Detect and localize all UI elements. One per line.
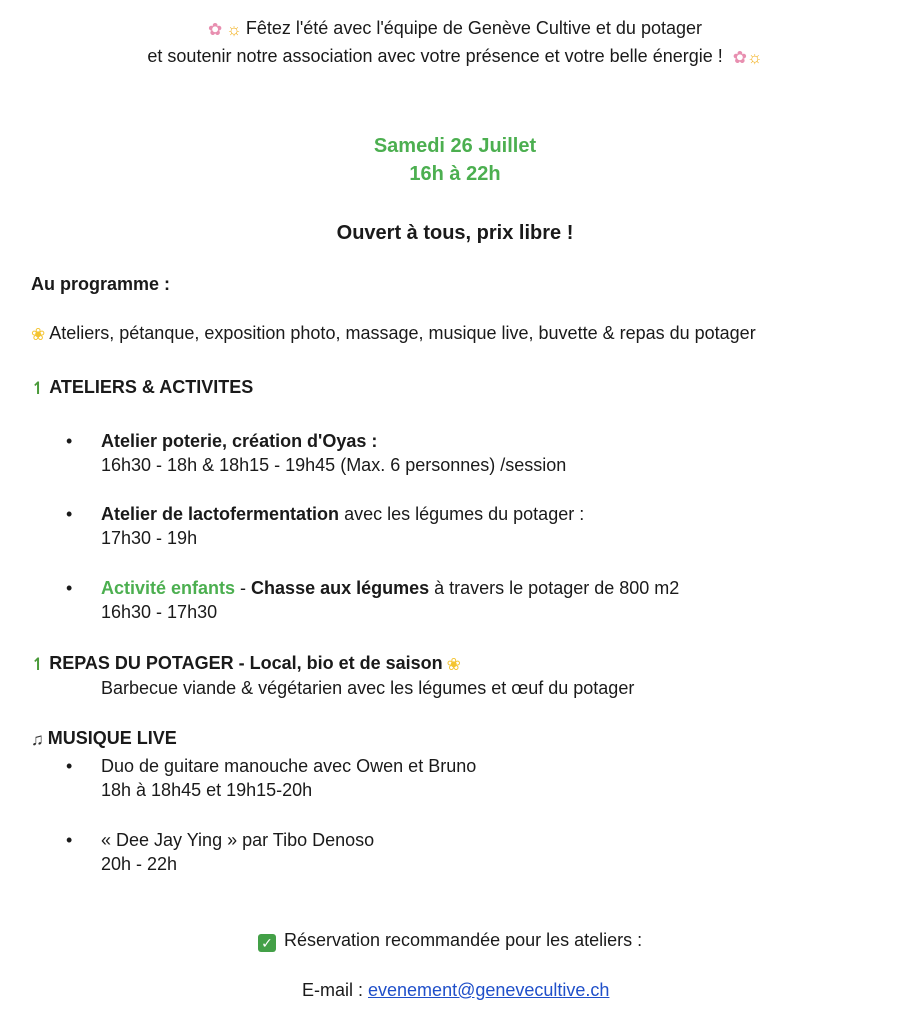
bullet: • <box>66 504 73 524</box>
programme-summary: ❀ Ateliers, pétanque, exposition photo, massage, musique live, buvette & repas du potager <box>31 323 756 344</box>
music-notes-icon: ♫ <box>31 730 44 749</box>
email-link[interactable]: evenement@genevecultive.ch <box>368 980 610 1000</box>
musique-item-dj: « Dee Jay Ying » par Tibo Denoso <box>101 830 375 850</box>
cherry-blossom-icon: ✿ <box>732 48 747 67</box>
open-to-all: Ouvert à tous, prix libre ! <box>336 222 574 244</box>
intro-line-2: et soutenir notre association avec votre présence et votre belle énergie ! ✿☼ <box>147 46 763 67</box>
event-date: Samedi 26 Juillet <box>373 135 537 157</box>
seedling-icon: ↿ <box>31 379 46 398</box>
blossom-icon: ❀ <box>31 325 46 344</box>
bullet: • <box>66 756 73 776</box>
check-mark-icon: ✓ <box>258 934 276 952</box>
reservation-note: ✓ Réservation recommandée pour les ateliers : <box>258 929 642 952</box>
repas-detail: Barbecue viande & végétarien avec les légumes et œuf du potager <box>101 678 635 698</box>
musique-heading: ♫ MUSIQUE LIVE <box>31 728 177 749</box>
atelier-item-enfants-time: 16h30 - 17h30 <box>101 602 218 622</box>
seedling-icon: ↿ <box>31 655 46 674</box>
sun-icon: ☼ <box>747 48 763 67</box>
event-hours: 16h à 22h <box>409 163 501 185</box>
ateliers-heading: ↿ ATELIERS & ACTIVITES <box>31 377 254 398</box>
atelier-item-poterie-time: 16h30 - 18h & 18h15 - 19h45 (Max. 6 personnes) /session <box>101 455 567 475</box>
musique-item-duo-time: 18h à 18h45 et 19h15-20h <box>101 780 313 800</box>
repas-heading: ↿ REPAS DU POTAGER - Local, bio et de saison ❀ <box>31 653 461 674</box>
atelier-item-lacto: Atelier de lactofermentation avec les légumes du potager : <box>101 504 585 524</box>
atelier-item-lacto-time: 17h30 - 19h <box>101 528 198 548</box>
musique-item-dj-time: 20h - 22h <box>101 854 178 874</box>
atelier-item-poterie: Atelier poterie, création d'Oyas : <box>101 431 378 451</box>
intro-line-1: ✿ ☼ Fêtez l'été avec l'équipe de Genève Cultive et du potager <box>207 18 702 39</box>
bullet: • <box>66 431 73 451</box>
programme-heading: Au programme : <box>31 274 171 294</box>
bullet: • <box>66 578 73 598</box>
email-line: E-mail : evenement@genevecultive.ch <box>302 980 610 1000</box>
cherry-blossom-icon: ✿ <box>207 20 223 39</box>
bullet: • <box>66 830 73 850</box>
sun-icon: ☼ <box>226 20 242 39</box>
atelier-item-enfants: Activité enfants - Chasse aux légumes à travers le potager de 800 m2 <box>101 578 680 598</box>
musique-item-duo: Duo de guitare manouche avec Owen et Bruno <box>101 756 477 776</box>
blossom-icon: ❀ <box>446 655 461 674</box>
